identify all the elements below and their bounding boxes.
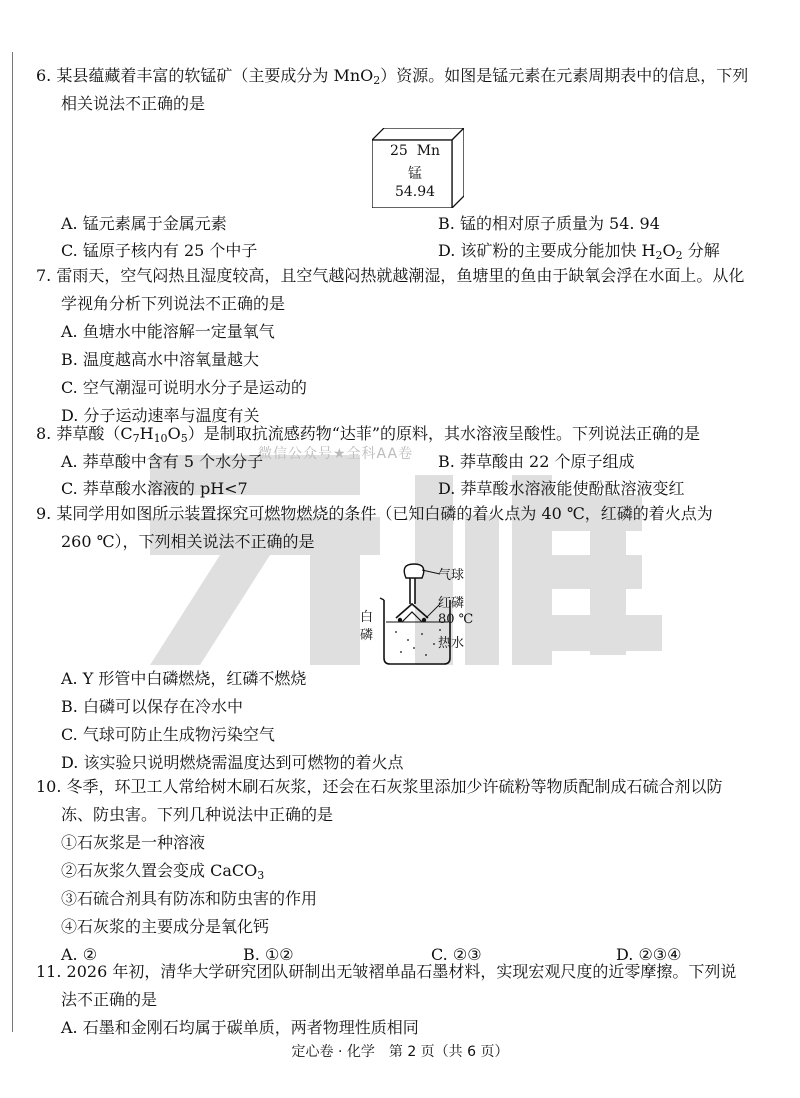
watermark-text: 微信公众号★全科AA卷 [258, 446, 414, 462]
question-7 [36, 262, 772, 430]
q10-stem-line1: 10. 冬季，环卫工人常给树木刷石灰浆，还会在石灰浆里添加少许硫粉等物质配制成石硫合剂以防 [36, 777, 723, 796]
q8-option-c: C. 莽草酸水溶液的 pH<7 [61, 479, 248, 498]
question-8 [36, 420, 772, 502]
q9-option-a: A. Y 形管中白磷燃烧，红磷不燃烧 [61, 669, 307, 688]
label-temperature: 80 ℃ [438, 612, 474, 627]
q9-stem-line1: 9. 某同学用如图所示装置探究可燃物燃烧的条件（已知白磷的着火点为 40 ℃，红磷的着火点为 [36, 504, 713, 523]
q6-option-d: D. 该矿粉的主要成分能加快 $H_2O_2$ 分解 [438, 241, 720, 262]
q6-options [36, 210, 772, 264]
q7-option-d: D. 分子运动速率与温度有关 [61, 406, 260, 425]
q10-option-d: D. ②③④ [616, 945, 682, 964]
question-6 [36, 62, 772, 118]
apparatus-drawing [356, 560, 506, 668]
element-mass: 54.94 [394, 184, 436, 200]
q10-item-3: ③石硫合剂具有防冻和防虫害的作用 [61, 889, 318, 908]
q8-stem: 8. 莽草酸$(C_7H_{10}O_5)$是制取抗流感药物“达菲”的原料，其水溶液呈酸性。下列说法正确的是 [36, 424, 701, 445]
q10-option-a: A. ② [61, 945, 98, 964]
combustion-apparatus-diagram [356, 560, 506, 668]
q7-stem-line2: 学视角分析下列说法不正确的是 [61, 294, 286, 313]
q7-stem-line1: 7. 雷雨天，空气闷热且湿度较高，且空气越闷热就越潮湿，鱼塘里的鱼由于缺氧会浮在水面上。从化 [36, 266, 745, 285]
q7-option-a: A. 鱼塘水中能溶解一定量氧气 [61, 322, 275, 341]
label-balloon: 气球 [438, 568, 465, 583]
q7-option-c: C. 空气潮湿可说明水分子是运动的 [61, 378, 307, 397]
q11-stem-line1: 11. 2026 年初，清华大学研究团队研制出无皱褶单晶石墨材料，实现宏观尺度的近零摩擦。下列说 [36, 962, 737, 981]
question-11 [36, 958, 772, 1042]
label-red-phosphorus: 红磷 [438, 596, 465, 611]
page-footer: 定心卷 · 化学 第 2 页（共 6 页） [291, 1044, 509, 1060]
left-margin-rule [12, 52, 13, 1032]
q10-option-c: C. ②③ [431, 945, 482, 964]
q6-stem-line2: 相关说法不正确的是 [61, 94, 206, 113]
q9-options [36, 665, 772, 777]
question-10 [36, 773, 772, 968]
q9-stem-line2: 260 ℃），下列相关说法不正确的是 [61, 532, 315, 551]
q9-option-b: B. 白磷可以保存在冷水中 [61, 697, 243, 716]
q10-option-b: B. ①② [243, 945, 294, 964]
element-name: 锰 [408, 166, 422, 182]
q8-option-a: A. 莽草酸中含有 5 个水分子 [61, 452, 264, 471]
q9-option-c: C. 气球可防止生成物污染空气 [61, 725, 275, 744]
q10-item-4: ④石灰浆的主要成分是氧化钙 [61, 917, 270, 936]
q10-item-1: ①石灰浆是一种溶液 [61, 833, 206, 852]
q11-stem-line2: 法不正确的是 [61, 990, 158, 1009]
q6-stem-line1: 6. 某县蕴藏着丰富的软锰矿（主要成分为 MnO$_2$）资源。如图是锰元素在元素周期表中的信息，下列 [36, 66, 749, 87]
q6-option-b: B. 锰的相对原子质量为 54. 94 [438, 214, 660, 233]
q6-option-c: C. 锰原子核内有 25 个中子 [61, 241, 258, 260]
q10-item-2: ②石灰浆久置会变成 CaCO$_3$ [61, 861, 265, 882]
label-white-phosphorus-2: 磷 [360, 628, 374, 643]
q8-option-b: B. 莽草酸由 22 个原子组成 [438, 452, 635, 471]
label-white-phosphorus-1: 白 [360, 610, 374, 625]
q10-stem-line2: 冻、防虫害。下列几种说法中正确的是 [61, 805, 334, 824]
element-number-symbol: 25 Mn [389, 143, 441, 159]
q6-option-a: A. 锰元素属于金属元素 [61, 214, 227, 233]
q7-option-b: B. 温度越高水中溶氧量越大 [61, 350, 259, 369]
q9-option-d: D. 该实验只说明燃烧需温度达到可燃物的着火点 [61, 753, 404, 772]
question-9 [36, 500, 772, 556]
element-card-mn [372, 128, 464, 208]
q11-option-a: A. 石墨和金刚石均属于碳单质，两者物理性质相同 [61, 1018, 419, 1037]
q8-option-d: D. 莽草酸水溶液能使酚酞溶液变红 [438, 479, 685, 498]
label-hot-water: 热水 [438, 636, 465, 651]
